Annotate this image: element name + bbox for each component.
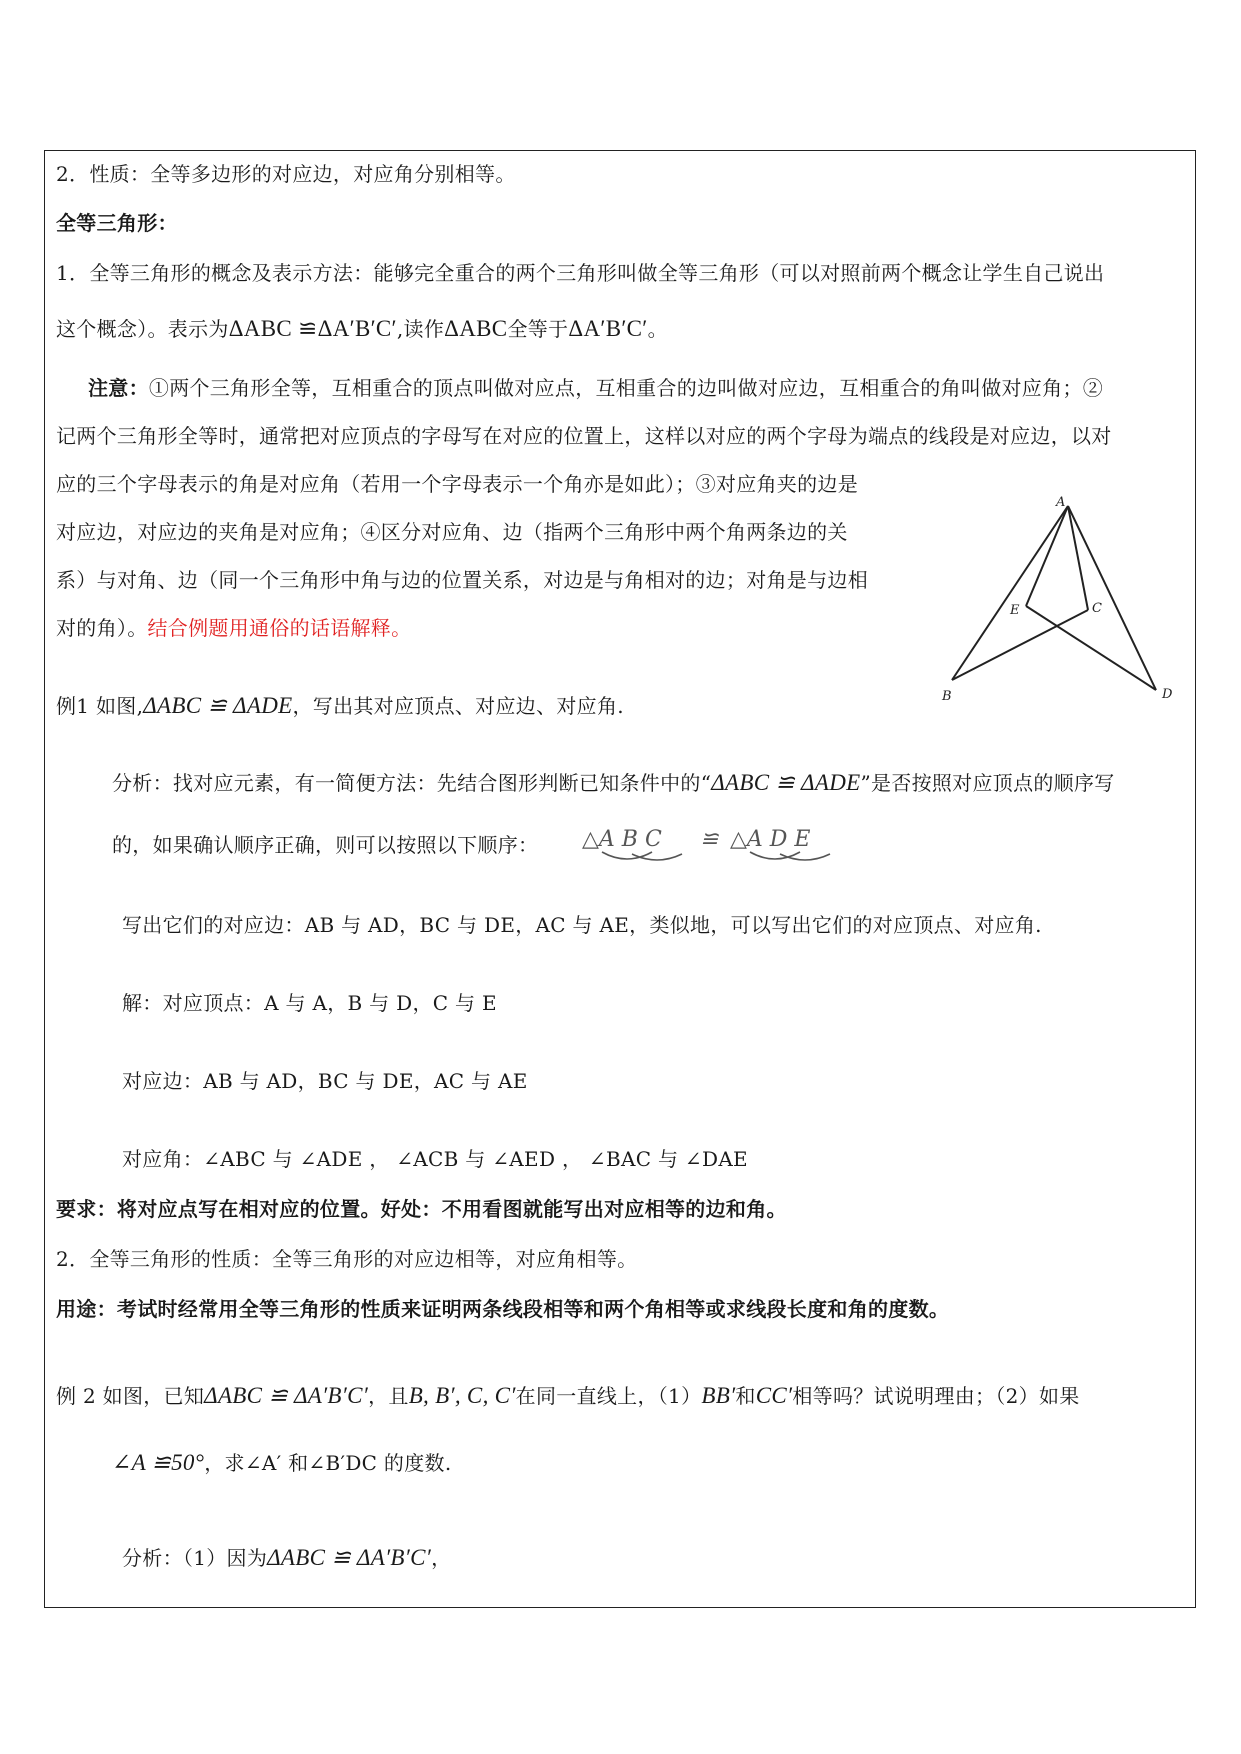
- text-span: 相等吗？试说明理由；（2）如果: [792, 1384, 1080, 1408]
- text-span: ，: [431, 1546, 452, 1570]
- figure-segment-ae: [1026, 506, 1068, 606]
- math-notation: ΔABC ≌ ΔADE: [711, 770, 861, 795]
- math-notation: ΔABC ≌ ΔADE: [143, 693, 293, 718]
- concept-line-1: 1．全等三角形的概念及表示方法：能够完全重合的两个三角形叫做全等三角形（可以对照前两个概念让学生自己说出: [56, 261, 1105, 285]
- math-notation: CC′: [755, 1383, 793, 1408]
- math-notation: ΔABC ≌ ΔA′B′C′: [267, 1545, 432, 1570]
- solution-sides: 对应边：AB 与 AD，BC 与 DE，AC 与 AE: [122, 1069, 528, 1093]
- math-notation: ΔABC: [444, 316, 508, 341]
- red-hint: 结合例题用通俗的话语解释。: [147, 616, 412, 640]
- note-line-2: 记两个三角形全等时，通常把对应顶点的字母写在对应的位置上，这样以对应的两个字母为端点的线段是对应边，以对: [56, 424, 1112, 448]
- text-span: 分析：（1）因为: [122, 1546, 268, 1570]
- sequence-left: △A B C: [582, 827, 662, 852]
- note-line-5: 系）与对角、边（同一个三角形中角与边的位置关系，对边是与角相对的边；对角是与边相: [56, 568, 868, 592]
- math-notation: BB′: [701, 1383, 736, 1408]
- text-span: 这个概念）。表示为: [56, 317, 229, 341]
- note-line-1: [88, 375, 1103, 401]
- math-notation: ΔA′B′C′: [568, 316, 648, 341]
- solution-vertices: 解：对应顶点：A 与 A，B 与 D，C 与 E: [122, 991, 497, 1015]
- section-heading: 全等三角形：: [56, 211, 178, 235]
- correspondence-sequence: [582, 822, 852, 866]
- bracket-right-2: [780, 854, 830, 860]
- figure-segment-bc: [952, 610, 1088, 680]
- bracket-left-2: [632, 854, 682, 860]
- analysis-line-2: 的，如果确认顺序正确，则可以按照以下顺序：: [112, 833, 539, 857]
- property-2-line: 2．全等三角形的性质：全等三角形的对应边相等，对应角相等。: [56, 1247, 638, 1271]
- figure-segment-ab: [952, 506, 1068, 680]
- text-span: 分析：找对应元素，有一简便方法：先结合图形判断已知条件中的“: [112, 771, 712, 795]
- usage-line: 用途：考试时经常用全等三角形的性质来证明两条线段相等和两个角相等或求线段长度和角的度数。: [56, 1297, 950, 1321]
- figure-label-a: A: [1056, 495, 1066, 510]
- example-1-line: [56, 693, 624, 719]
- text-span: 例 2 如图，已知: [56, 1384, 205, 1408]
- text-span: 。: [647, 317, 668, 341]
- text-span: ，且: [368, 1384, 409, 1408]
- note-line-4: 对应边，对应边的夹角是对应角；④区分对应角、边（指两个三角形中两个角两条边的关: [56, 520, 848, 544]
- triangle-figure: [940, 494, 1190, 714]
- figure-label-b: B: [942, 689, 952, 704]
- text-span: ①两个三角形全等，互相重合的顶点叫做对应点，互相重合的边叫做对应边，互相重合的角叫做对应角；②: [148, 376, 1104, 400]
- text-span: 对的角）。: [56, 616, 148, 640]
- text-span: 全等于: [507, 317, 569, 341]
- math-notation: ∠A ≌50°: [112, 1450, 205, 1475]
- figure-segment-ac: [1068, 506, 1088, 610]
- text-span: ,读作: [396, 317, 445, 341]
- correspondence-sides-line: 写出它们的对应边：AB 与 AD，BC 与 DE，AC 与 AE，类似地，可以写出它们的对应顶点、对应角.: [122, 913, 1042, 937]
- text-span: 在同一直线上，（1）: [515, 1384, 702, 1408]
- math-notation: ΔABC ≌ ΔA′B′C′: [204, 1383, 369, 1408]
- sequence-right: △A D E: [730, 827, 811, 852]
- property-line: 2．性质：全等多边形的对应边，对应角分别相等。: [56, 162, 516, 186]
- note-label: 注意：: [88, 376, 149, 400]
- analysis-line-1: [112, 770, 1115, 796]
- figure-label-c: C: [1092, 601, 1102, 616]
- text-span: ”是否按照对应顶点的顺序写: [860, 771, 1115, 795]
- example-2-line: [56, 1383, 1080, 1409]
- analysis-2-line: [122, 1545, 451, 1571]
- sequence-symbol: ≌: [700, 827, 719, 852]
- text-span: ，求∠A′ 和∠B′DC 的度数.: [204, 1451, 452, 1475]
- math-notation: ΔABC ≌ΔA′B′C′: [228, 316, 397, 341]
- text-span: 和: [735, 1384, 756, 1408]
- note-line-6: [56, 615, 411, 641]
- text-span: 例1 如图,: [56, 694, 144, 718]
- math-notation: B, B′, C, C′: [408, 1383, 516, 1408]
- figure-label-e: E: [1010, 603, 1020, 618]
- example-2-question: [112, 1450, 451, 1476]
- requirement-line: 要求：将对应点写在相对应的位置。好处：不用看图就能写出对应相等的边和角。: [56, 1197, 787, 1221]
- concept-line-2: [56, 316, 668, 342]
- note-line-3: 应的三个字母表示的角是对应角（若用一个字母表示一个角亦是如此）；③对应角夹的边是: [56, 472, 858, 496]
- figure-label-d: D: [1162, 687, 1173, 702]
- text-span: ，写出其对应顶点、对应边、对应角.: [292, 694, 624, 718]
- solution-angles: 对应角：∠ABC 与 ∠ADE ， ∠ACB 与 ∠AED ， ∠BAC 与 ∠DAE: [122, 1147, 748, 1171]
